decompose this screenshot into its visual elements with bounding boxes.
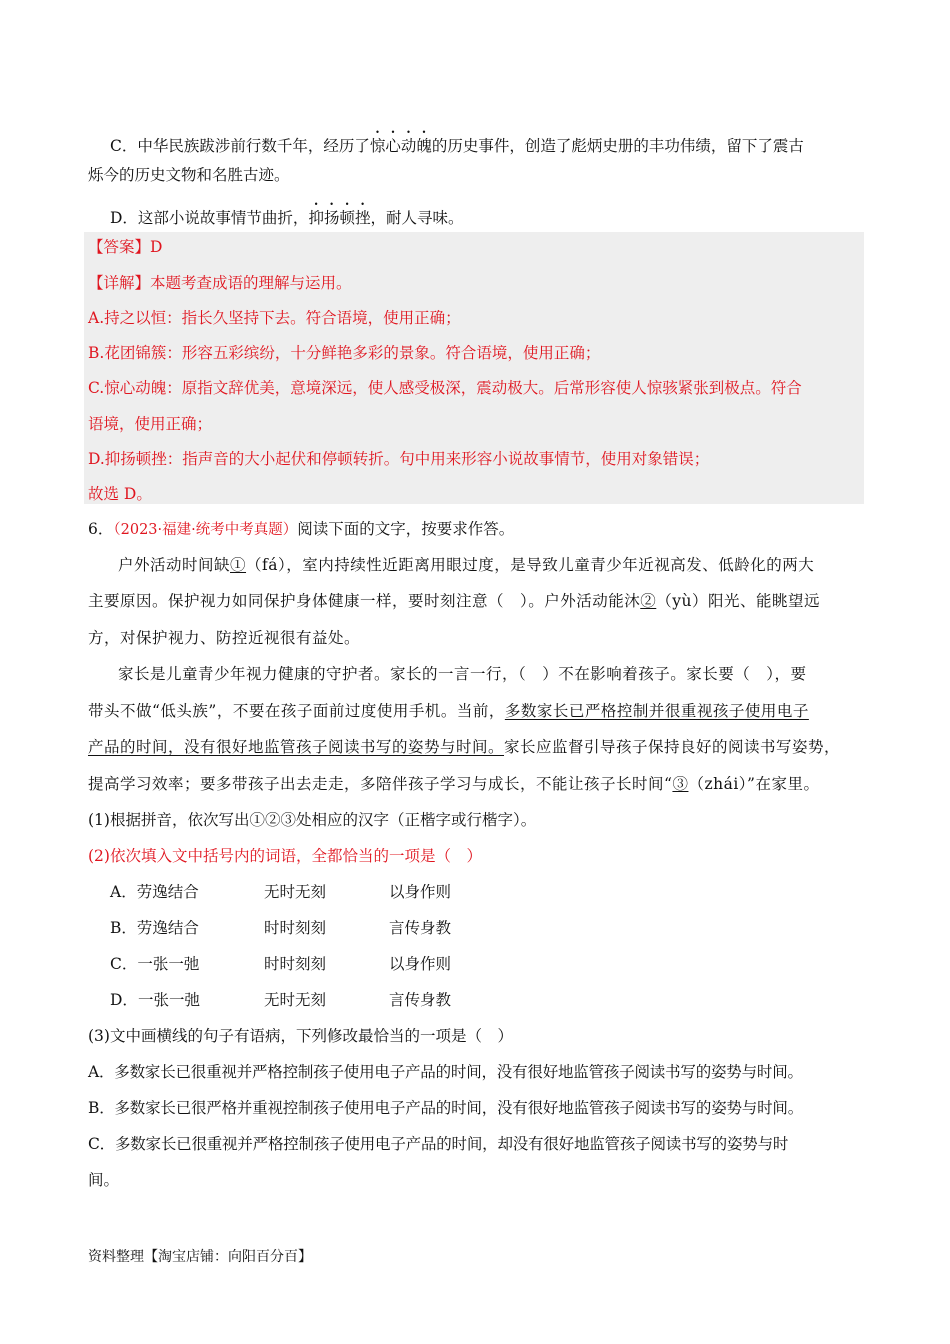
answer-c-line1: C.惊心动魄：原指文辞优美，意境深远，使人感受极深，震动极大。后常形容使人惊骇紧张到极点。符合 xyxy=(88,379,802,397)
sub2-option-d-w2: 无时无刻 xyxy=(264,991,327,1009)
passage-text: 家长应监督引导孩子保持良好的阅读书写姿势， xyxy=(504,738,841,756)
sub2-option-c-w2: 时时刻刻 xyxy=(264,955,327,973)
option-c-text-rest: 的历史事件，创造了彪炳史册的丰功伟绩，留下了震古 xyxy=(431,137,804,155)
sub2-option-a xyxy=(110,882,199,902)
sub2-option-b xyxy=(110,918,199,938)
sub-question-3: (3)文中画横线的句子有语病，下列修改最恰当的一项是（ ） xyxy=(88,1027,513,1045)
option-d-dotted-idiom: 抑扬顿挫 xyxy=(308,209,371,227)
option-letter: B． xyxy=(110,919,137,937)
option-word-1: 一张一弛 xyxy=(137,991,200,1009)
answer-d: D.抑扬顿挫：指声音的大小起伏和停顿转折。句中用来形容小说故事情节，使用对象错误； xyxy=(88,450,710,468)
page-footer: 资料整理【淘宝店铺：向阳百分百】 xyxy=(88,1249,312,1265)
passage-p2-line1: 家长是儿童青少年视力健康的守护者。家长的一言一行，（ ）不在影响着孩子。家长要（ ），要 xyxy=(118,665,807,683)
answer-label: 【答案】D xyxy=(88,238,163,256)
sub2-option-b-w2: 时时刻刻 xyxy=(264,919,327,937)
option-letter: D． xyxy=(110,991,138,1009)
detail-label: 【详解】 xyxy=(88,274,151,292)
underlined-sentence: 产品的时间，没有很好地监管孩子阅读书写的姿势与时间。 xyxy=(88,738,505,756)
question-number: 6． xyxy=(88,520,114,538)
underlined-sentence: 多数家长已严格控制并很重视孩子使用电子 xyxy=(504,702,809,720)
option-letter: C． xyxy=(110,955,138,973)
option-c-line2: 烁今的历史文物和名胜古迹。 xyxy=(88,166,290,184)
blank-marker-2: ② xyxy=(640,592,657,610)
passage-text: 户外活动时间缺 xyxy=(118,556,231,574)
sub2-option-c xyxy=(110,954,199,974)
option-word-1: 劳逸结合 xyxy=(136,883,199,901)
sub3-option-b: B．多数家长已很严格并重视控制孩子使用电子产品的时间，没有很好地监管孩子阅读书写的姿势与时间。 xyxy=(88,1099,803,1117)
option-d-line xyxy=(110,200,463,228)
sub3-option-a: A．多数家长已很重视并严格控制孩子使用电子产品的时间，没有很好地监管孩子阅读书写的姿势与时间。 xyxy=(88,1063,803,1081)
passage-p2-line2 xyxy=(88,701,809,721)
sub2-option-a-w3: 以身作则 xyxy=(389,883,452,901)
question-source: （2023·福建·统考中考真题） xyxy=(113,522,298,538)
question-6-header xyxy=(88,519,514,540)
passage-p2-line3 xyxy=(88,737,840,757)
question-prompt: 阅读下面的文字，按要求作答。 xyxy=(297,520,515,538)
option-c-text: C．中华民族跋涉前行数千年，经历了 xyxy=(110,137,370,155)
sub2-option-a-w2: 无时无刻 xyxy=(264,883,327,901)
blank-marker-3: ③ xyxy=(672,775,689,793)
option-d-text: D．这部小说故事情节曲折， xyxy=(110,209,309,227)
option-c-line1 xyxy=(110,128,804,156)
sub2-option-c-w3: 以身作则 xyxy=(389,955,452,973)
passage-p1-line3: 方，对保护视力、防控近视很有益处。 xyxy=(88,629,361,647)
passage-text: 主要原因。保护视力如同保护身体健康一样，要时刻注意（ ）。户外活动能沐 xyxy=(88,592,641,610)
blank-marker-1: ① xyxy=(230,556,247,574)
passage-p2-line4 xyxy=(88,774,819,794)
passage-text: 提高学习效率；要多带孩子出去走走，多陪伴孩子学习与成长，不能让孩子长时间“ xyxy=(88,775,673,793)
sub3-option-c-line2: 间。 xyxy=(88,1171,120,1189)
option-letter: A． xyxy=(110,883,137,901)
sub2-option-d xyxy=(110,990,200,1010)
sub-question-2: (2)依次填入文中括号内的词语，全都恰当的一项是（ ） xyxy=(88,847,482,865)
passage-text: 带头不做“低头族”，不要在孩子面前过度使用手机。当前， xyxy=(88,702,505,720)
option-c-dotted-idiom: 惊心动魄 xyxy=(369,137,432,155)
answer-c-line2: 语境，使用正确； xyxy=(88,415,213,433)
sub2-option-b-w3: 言传身教 xyxy=(389,919,452,937)
answer-detail xyxy=(88,273,352,293)
answer-b: B.花团锦簇：形容五彩缤纷，十分鲜艳多彩的景象。符合语境，使用正确； xyxy=(88,344,601,362)
option-d-text-rest: ，耐人寻味。 xyxy=(370,209,464,227)
sub-question-1: (1)根据拼音，依次写出①②③处相应的汉字（正楷字或行楷字）。 xyxy=(88,811,537,829)
passage-p1-line2 xyxy=(88,591,820,611)
passage-text: （yù）阳光、能眺望远 xyxy=(656,592,821,610)
sub3-option-c-line1: C．多数家长已很重视并严格控制孩子使用电子产品的时间，却没有很好地监管孩子阅读书写的姿势与时 xyxy=(88,1135,789,1153)
sub2-option-d-w3: 言传身教 xyxy=(389,991,452,1009)
detail-text: 本题考查成语的理解与运用。 xyxy=(150,274,352,292)
passage-text: （zhái）”在家里。 xyxy=(688,775,820,793)
answer-a: A.持之以恒：指长久坚持下去。符合语境，使用正确； xyxy=(88,309,461,327)
passage-p1-line1 xyxy=(118,555,814,575)
passage-text: （fá），室内持续性近距离用眼过度，是导致儿童青少年近视高发、低龄化的两大 xyxy=(246,556,815,574)
option-word-1: 一张一弛 xyxy=(137,955,200,973)
answer-conclusion: 故选 D。 xyxy=(88,485,152,503)
option-word-1: 劳逸结合 xyxy=(136,919,199,937)
